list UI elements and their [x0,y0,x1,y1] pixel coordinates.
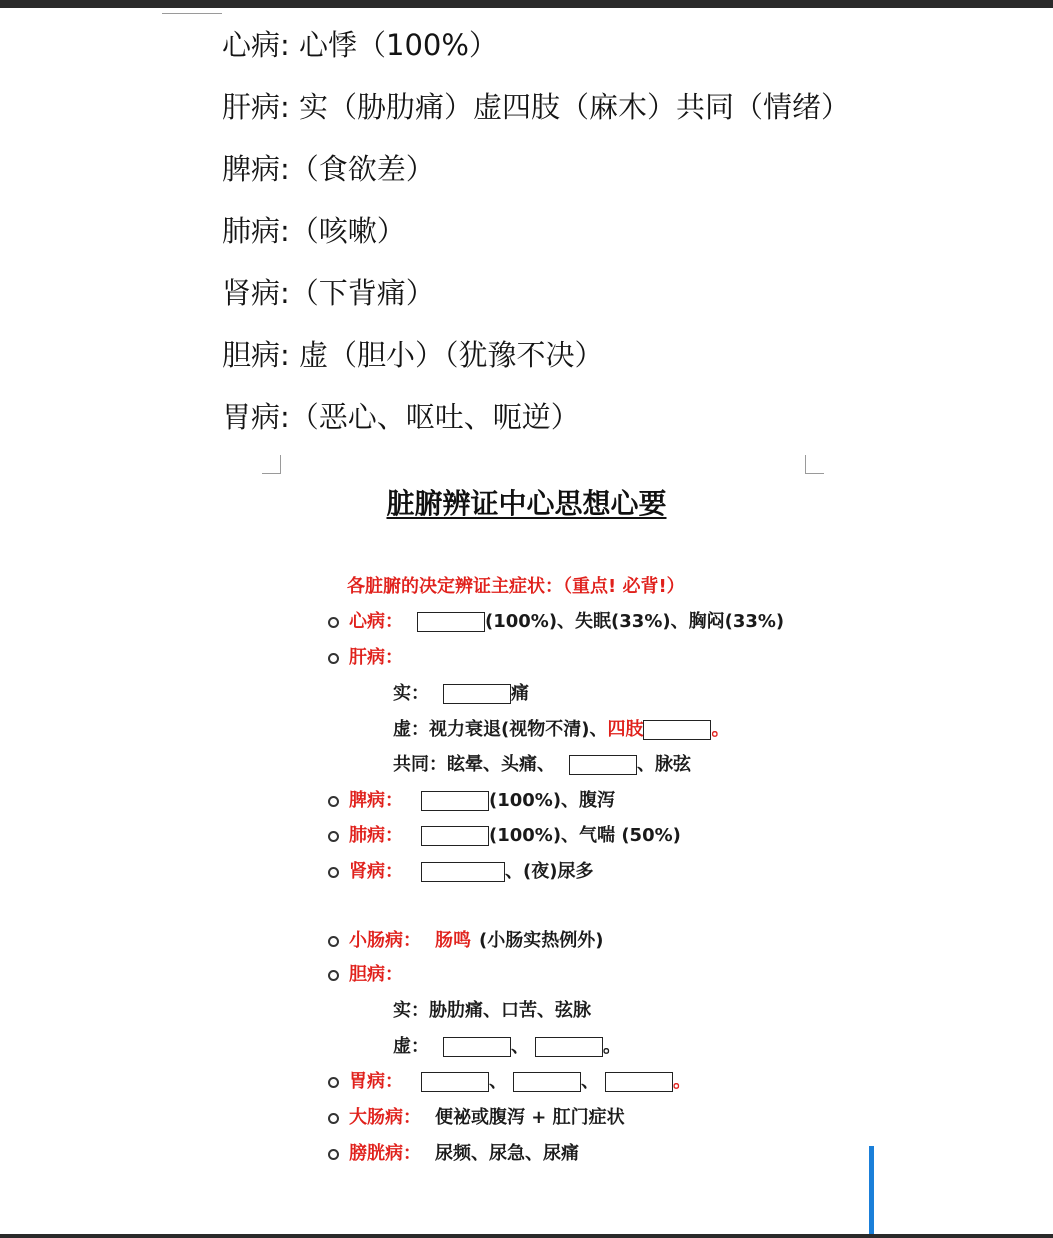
note-kidney [222,272,850,334]
heart-blank-box[interactable] [417,612,485,632]
stomach-separator-1: 、 [489,1071,507,1092]
bullet-icon [328,653,339,664]
note-liver [222,86,850,148]
bladder-label: 膀胱病： [349,1143,421,1164]
lung-text: (100%)、气喘 (50%) [489,825,681,846]
note-label: 肝病: [222,90,290,124]
note-label: 脾病: [222,152,290,186]
note-text: （恶心、呕吐、呃逆） [289,400,580,434]
liver-xu-end: 。 [711,719,730,740]
liver-row [328,645,403,671]
small-intestine-row [328,928,603,954]
note-text: （食欲差） [289,152,435,186]
document-title-text: 脏腑辨证中心思想心要 [386,487,667,520]
top-notch [162,8,222,14]
liver-label: 肝病： [349,647,403,668]
bullet-icon [328,1077,339,1088]
liver-xu-red-text: 四肢 [607,719,644,740]
heart-row [328,609,784,635]
heart-text: (100%)、失眠(33%)、胸闷(33%) [485,611,785,632]
heart-label: 心病： [349,611,403,632]
kidney-label: 肾病： [349,861,403,882]
note-text: （下背痛） [289,276,435,310]
gallbladder-end: 。 [603,1036,621,1057]
page-corner-mark-left [262,455,281,474]
liver-shi-blank-box[interactable] [443,684,511,704]
liver-shi-row [393,681,529,707]
note-text: （咳嗽） [289,214,406,248]
document-title [0,482,1053,522]
note-text: 实（胁肋痛）虚四肢（麻木）共同（情绪） [299,90,851,124]
gallbladder-separator: 、 [511,1036,529,1057]
note-gallbladder [222,334,850,396]
stomach-end: 。 [673,1071,691,1092]
stomach-separator-2: 、 [581,1071,599,1092]
stomach-row [328,1069,691,1095]
gallbladder-blank-box-1[interactable] [443,1037,511,1057]
spleen-label: 脾病： [349,790,403,811]
note-heart [222,24,850,86]
bullet-icon [328,867,339,878]
large-intestine-row [328,1105,625,1131]
kidney-blank-box[interactable] [421,862,505,882]
small-intestine-red-text: 肠鸣 [435,930,471,951]
lung-row [328,823,681,849]
kidney-row [328,859,593,885]
liver-common-text: 、脉弦 [637,754,691,775]
note-text: 虚（胆小）（犹豫不决） [299,338,604,372]
note-label: 胆病: [222,338,290,372]
spleen-blank-box[interactable] [421,791,489,811]
note-label: 肺病: [222,214,290,248]
bullet-icon [328,1149,339,1160]
page-corner-mark-right [805,455,824,474]
gallbladder-xu-row [393,1034,621,1060]
stomach-blank-box-2[interactable] [513,1072,581,1092]
text-cursor [869,1146,874,1238]
handwritten-notes [222,24,850,458]
liver-xu-blank-box[interactable] [643,720,711,740]
bullet-icon [328,831,339,842]
gallbladder-row [328,962,403,988]
liver-shi-text: 痛 [511,683,529,704]
bladder-row [328,1141,579,1167]
bladder-text: 尿频、尿急、尿痛 [435,1143,579,1164]
gallbladder-shi-row: 实：胁肋痛、口苦、弦脉 [393,1000,591,1021]
stomach-blank-box-1[interactable] [421,1072,489,1092]
note-label: 肾病: [222,276,290,310]
large-intestine-text: 便袐或腹泻 + 肛门症状 [435,1107,625,1128]
large-intestine-label: 大肠病： [349,1107,421,1128]
liver-xu-row [393,717,729,743]
gallbladder-label: 胆病： [349,964,403,985]
note-lung [222,210,850,272]
window-top-bar [0,0,1053,8]
liver-common-row [393,752,691,778]
bullet-icon [328,796,339,807]
gallbladder-blank-box-2[interactable] [535,1037,603,1057]
liver-common-blank-box[interactable] [569,755,637,775]
small-intestine-label: 小肠病： [349,930,421,951]
lung-label: 肺病： [349,825,403,846]
kidney-text: 、(夜)尿多 [505,861,594,882]
note-label: 心病: [222,28,290,62]
small-intestine-text: (小肠实热例外) [479,930,604,951]
note-text: 心悸（100%） [299,28,498,62]
note-stomach [222,396,850,458]
stomach-label: 胃病： [349,1071,403,1092]
stomach-blank-box-3[interactable] [605,1072,673,1092]
lung-blank-box[interactable] [421,826,489,846]
gallbladder-xu-label: 虚： [393,1036,429,1057]
bullet-icon [328,936,339,947]
spleen-row [328,788,615,814]
liver-common-label: 共同：眩晕、头痛、 [393,754,555,775]
note-spleen [222,148,850,210]
window-bottom-bar [0,1234,1053,1238]
liver-shi-label: 实： [393,683,429,704]
bullet-icon [328,617,339,628]
note-label: 胃病: [222,400,290,434]
liver-xu-label: 虚：视力衰退(视物不清)、 [393,719,608,740]
bullet-icon [328,1113,339,1124]
spleen-text: (100%)、腹泻 [489,790,616,811]
bullet-icon [328,970,339,981]
document-subtitle: 各脏腑的决定辨证主症状：（重点! 必背!） [347,576,685,597]
